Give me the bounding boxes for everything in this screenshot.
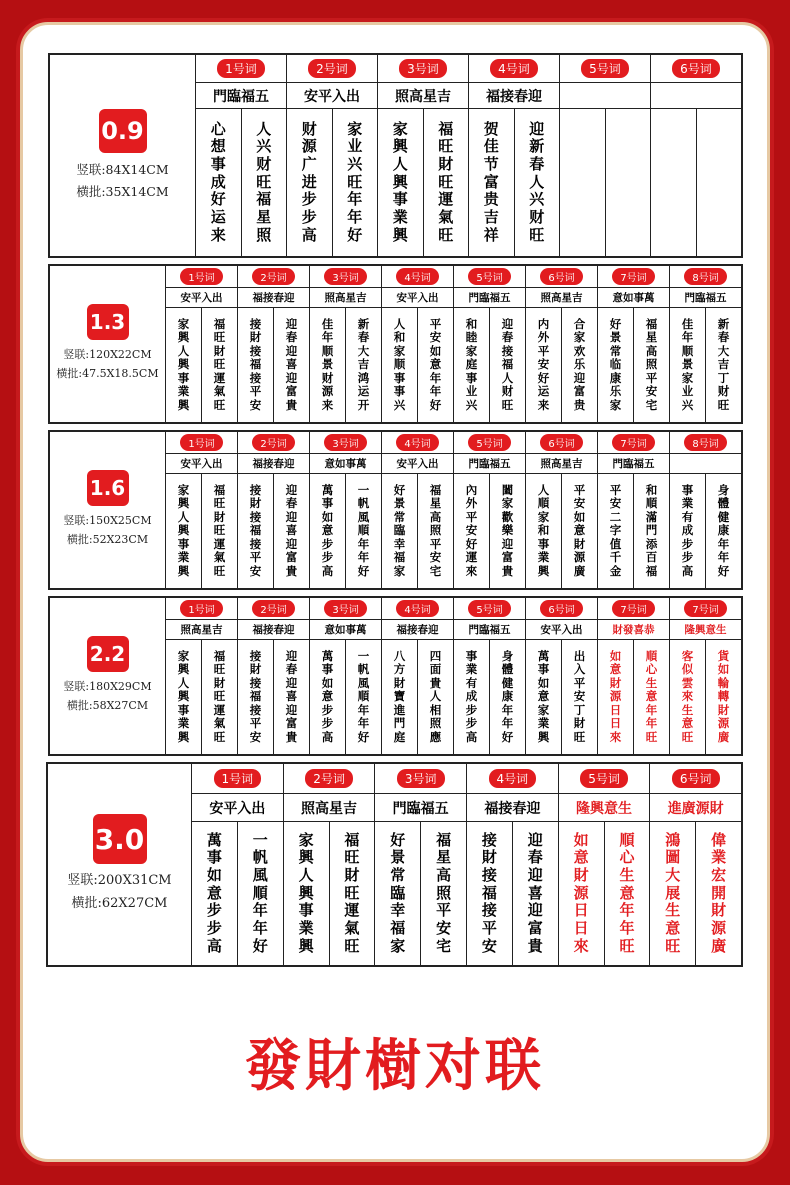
horizontal-scroll-text: 安平入出 [166, 454, 237, 474]
horizontal-size-text: 横批:35X14CM [76, 183, 169, 199]
left-couplet-line: 福 旺 財 旺 運 氣 旺 [329, 822, 375, 965]
couplet-group [468, 55, 559, 256]
couplet-lines [382, 474, 453, 588]
group-number-badge: 3号词 [399, 59, 447, 78]
group-number-badge: 5号词 [468, 434, 510, 451]
left-couplet-line: 合 家 欢 乐 迎 富 贵 [561, 308, 597, 422]
couplet-lines [454, 474, 525, 588]
couplet-group [309, 432, 381, 588]
couplet-lines [651, 109, 741, 256]
couplet-lines [310, 308, 381, 422]
right-couplet-line: 和 睦 家 庭 事 业 兴 [465, 316, 478, 412]
group-number-badge: 4号词 [396, 434, 438, 451]
left-couplet-line: 福 星 高 照 平 安 宅 [420, 822, 466, 965]
vertical-size-text: 竖联:180X29CM [63, 680, 152, 694]
couplet-group [381, 432, 453, 588]
horizontal-scroll-text: 安平入出 [382, 454, 453, 474]
left-couplet-line: 迎 新 春 人 兴 财 旺 [514, 109, 560, 256]
couplet-group [453, 598, 525, 754]
couplet-group [559, 55, 650, 256]
couplet-lines [310, 640, 381, 754]
group-label-row [598, 598, 669, 620]
right-couplet-line: 八 方 財 寶 進 門 庭 [393, 648, 406, 744]
group-label-row [526, 432, 597, 454]
couplet-group [649, 764, 741, 965]
group-label-row [192, 764, 283, 794]
couplet-lines [560, 109, 650, 256]
couplet-group [237, 266, 309, 422]
horizontal-scroll-text: 照高星吉 [284, 794, 375, 822]
horizontal-scroll-text: 意如事萬 [598, 288, 669, 308]
left-couplet-line: 貨 如 輪 轉 財 源 廣 [705, 640, 741, 754]
horizontal-scroll-text: 門臨福五 [598, 454, 669, 474]
group-number-badge: 2号词 [252, 268, 294, 285]
right-couplet-line: 好 景 常 臨 幸 福 家 [393, 482, 406, 578]
size-badge: 3.0 [93, 814, 147, 864]
group-number-badge: 2号词 [252, 600, 294, 617]
right-couplet-line: 如 意 財 源 日 日 來 [573, 830, 589, 955]
left-couplet-line: 福 旺 財 旺 運 氣 旺 [201, 640, 237, 754]
couplet-lines [192, 822, 283, 965]
right-couplet-line: 家 興 人 興 事 業 興 [177, 316, 190, 412]
size-badge: 1.6 [87, 470, 129, 506]
couplet-lines [166, 474, 237, 588]
size-info [48, 764, 192, 965]
couplet-group [650, 55, 741, 256]
left-couplet-line: 偉 業 宏 開 財 源 廣 [695, 822, 741, 965]
left-couplet-line: 一 帆 風 順 年 年 好 [237, 822, 283, 965]
group-label-row [469, 55, 559, 83]
group-label-row [238, 266, 309, 288]
left-couplet-line [605, 109, 651, 256]
horizontal-scroll-text: 照高星吉 [378, 83, 468, 109]
horizontal-scroll-text: 安平入出 [192, 794, 283, 822]
group-label-row [598, 266, 669, 288]
couplet-group [237, 598, 309, 754]
group-label-row [454, 432, 525, 454]
couplet-lines [284, 822, 375, 965]
group-label-row [559, 764, 650, 794]
group-number-badge: 6号词 [540, 600, 582, 617]
group-label-row [526, 266, 597, 288]
horizontal-scroll-text: 門臨福五 [375, 794, 466, 822]
horizontal-scroll-text: 門臨福五 [670, 288, 741, 308]
couplet-group [286, 55, 377, 256]
left-couplet-line: 平 安 如 意 財 源 廣 [561, 474, 597, 588]
vertical-size-text: 竖联:84X14CM [76, 162, 169, 178]
horizontal-scroll-text: 意如事萬 [310, 454, 381, 474]
group-number-badge: 4号词 [489, 769, 537, 788]
group-number-badge: 3号词 [324, 268, 366, 285]
right-couplet-line: 家 興 人 興 事 業 興 [177, 648, 190, 744]
couplet-lines [598, 640, 669, 754]
right-couplet-line: 心 想 事 成 好 运 来 [210, 119, 226, 244]
right-couplet-line: 萬 事 如 意 步 步 高 [206, 830, 222, 955]
couplet-lines [166, 308, 237, 422]
group-label-row [166, 598, 237, 620]
couplet-grid [196, 55, 741, 256]
group-label-row [454, 598, 525, 620]
couplet-lines [454, 308, 525, 422]
group-number-badge: 7号词 [612, 434, 654, 451]
size-badge: 0.9 [99, 109, 147, 153]
couplet-group [166, 432, 237, 588]
horizontal-scroll-text: 福接春迎 [238, 288, 309, 308]
right-couplet-line: 佳 年 顺 景 财 源 来 [321, 316, 334, 412]
page-title: 發財樹对联 [245, 1033, 545, 1099]
vertical-size-text: 竖联:120X22CM [63, 348, 152, 362]
right-couplet-line: 接 財 接 福 接 平 安 [249, 482, 262, 578]
horizontal-scroll-text: 安平入出 [166, 288, 237, 308]
group-label-row [670, 598, 741, 620]
right-couplet-line: 佳 年 顺 景 家 业 兴 [681, 316, 694, 412]
right-couplet-line: 财 源 广 进 步 步 高 [301, 119, 317, 244]
right-couplet-line [651, 109, 696, 256]
right-couplet-line: 事 業 有 成 步 步 高 [681, 482, 694, 578]
right-couplet-line: 鴻 圖 大 展 生 意 旺 [665, 830, 681, 955]
right-couplet-line: 人 和 家 顺 事 事 兴 [393, 316, 406, 412]
left-couplet-line [696, 109, 742, 256]
group-label-row [467, 764, 558, 794]
size-info [50, 55, 196, 256]
horizontal-scroll-text [670, 454, 741, 474]
couplet-lines [526, 640, 597, 754]
horizontal-scroll-text: 照高星吉 [166, 620, 237, 640]
group-label-row [310, 432, 381, 454]
horizontal-scroll-text: 照高星吉 [526, 454, 597, 474]
left-couplet-line: 新 春 大 吉 丁 财 旺 [705, 308, 741, 422]
couplet-lines [598, 474, 669, 588]
group-label-row [650, 764, 741, 794]
couplet-grid [166, 432, 741, 588]
group-number-badge: 1号词 [180, 600, 222, 617]
right-couplet-line: 事 業 有 成 步 步 高 [465, 648, 478, 744]
group-number-badge: 5号词 [468, 268, 510, 285]
left-couplet-line: 人 兴 财 旺 福 星 照 [241, 109, 287, 256]
couplet-group [377, 55, 468, 256]
group-label-row [382, 432, 453, 454]
left-couplet-line: 福 星 高 照 平 安 宅 [417, 474, 453, 588]
size-block-4 [46, 762, 743, 967]
couplet-lines [238, 474, 309, 588]
couplet-group [453, 432, 525, 588]
group-number-badge: 6号词 [672, 59, 720, 78]
couplet-group [309, 598, 381, 754]
group-number-badge: 3号词 [324, 434, 366, 451]
left-couplet-line: 家 业 兴 旺 年 年 好 [332, 109, 378, 256]
couplet-group [237, 432, 309, 588]
horizontal-size-text: 横批:62X27CM [71, 895, 168, 911]
size-info [50, 432, 166, 588]
group-label-row [382, 266, 453, 288]
right-couplet-line: 萬 事 如 意 步 步 高 [321, 648, 334, 744]
couplet-group [381, 266, 453, 422]
left-couplet-line: 迎 春 迎 喜 迎 富 貴 [512, 822, 558, 965]
size-badge: 2.2 [87, 636, 129, 672]
group-label-row [310, 598, 381, 620]
horizontal-scroll-text: 福接春迎 [238, 454, 309, 474]
group-number-badge: 5号词 [468, 600, 510, 617]
couplet-lines [382, 308, 453, 422]
group-number-badge: 8号词 [684, 268, 726, 285]
couplet-grid [166, 598, 741, 754]
group-label-row [526, 598, 597, 620]
group-number-badge: 8号词 [684, 434, 726, 451]
group-label-row [670, 432, 741, 454]
group-label-row [238, 432, 309, 454]
couplet-grid [166, 266, 741, 422]
right-couplet-line: 家 興 人 興 事 業 興 [177, 482, 190, 578]
group-label-row [651, 55, 741, 83]
left-couplet-line: 迎 春 迎 喜 迎 富 貴 [273, 640, 309, 754]
horizontal-scroll-text: 福接春迎 [382, 620, 453, 640]
horizontal-scroll-text: 門臨福五 [454, 288, 525, 308]
left-couplet-line: 順 心 生 意 年 年 旺 [604, 822, 650, 965]
couplet-lines [559, 822, 650, 965]
couplet-group [192, 764, 283, 965]
right-couplet-line: 好 景 常 临 康 乐 家 [609, 316, 622, 412]
left-couplet-line: 一 帆 風 順 年 年 好 [345, 640, 381, 754]
group-label-row [375, 764, 466, 794]
couplet-lines [378, 109, 468, 256]
group-label-row [238, 598, 309, 620]
right-couplet-line: 平 安 二 字 值 千 金 [609, 482, 622, 578]
group-number-badge: 1号词 [180, 434, 222, 451]
right-couplet-line: 好 景 常 臨 幸 福 家 [390, 830, 406, 955]
right-couplet-line [560, 109, 605, 256]
couplet-lines [670, 308, 741, 422]
couplet-group [597, 432, 669, 588]
group-number-badge: 2号词 [252, 434, 294, 451]
vertical-size-text: 竖联:150X25CM [63, 514, 152, 528]
couplet-lines [650, 822, 741, 965]
couplet-group [597, 266, 669, 422]
right-couplet-line: 如 意 財 源 日 日 來 [609, 648, 622, 744]
couplet-lines [598, 308, 669, 422]
horizontal-scroll-text: 門臨福五 [196, 83, 286, 109]
couplet-group [453, 266, 525, 422]
left-couplet-line: 福 旺 財 旺 運 氣 旺 [201, 474, 237, 588]
horizontal-size-text: 横批:52X23CM [66, 533, 149, 546]
group-number-badge: 6号词 [540, 268, 582, 285]
couplet-lines [238, 308, 309, 422]
horizontal-scroll-text: 門臨福五 [454, 454, 525, 474]
group-label-row [166, 432, 237, 454]
couplet-lines [469, 109, 559, 256]
left-couplet-line: 平 安 如 意 年 年 好 [417, 308, 453, 422]
group-label-row [287, 55, 377, 83]
couplet-group [525, 432, 597, 588]
left-couplet-line: 福 旺 財 旺 運 氣 旺 [423, 109, 469, 256]
right-couplet-line: 接 財 接 福 接 平 安 [249, 648, 262, 744]
horizontal-size-text: 横批:58X27CM [66, 699, 149, 712]
group-label-row [670, 266, 741, 288]
horizontal-scroll-text: 門臨福五 [454, 620, 525, 640]
group-number-badge: 4号词 [490, 59, 538, 78]
left-couplet-line: 福 星 高 照 平 安 宅 [633, 308, 669, 422]
left-couplet-line: 新 春 大 吉 鸿 运 开 [345, 308, 381, 422]
size-block-1 [48, 264, 743, 424]
right-couplet-line: 家 興 人 興 事 業 興 [392, 119, 408, 244]
group-number-badge: 2号词 [305, 769, 353, 788]
horizontal-scroll-text: 福接春迎 [469, 83, 559, 109]
group-number-badge: 2号词 [308, 59, 356, 78]
left-couplet-line: 出 入 平 安 丁 財 旺 [561, 640, 597, 754]
right-couplet-line: 家 興 人 興 事 業 興 [298, 830, 314, 955]
horizontal-scroll-text: 照高星吉 [526, 288, 597, 308]
group-number-badge: 6号词 [672, 769, 720, 788]
left-couplet-line: 迎 春 迎 喜 迎 富 貴 [273, 308, 309, 422]
right-couplet-line: 接 財 接 福 接 平 安 [481, 830, 497, 955]
group-number-badge: 7号词 [612, 600, 654, 617]
couplet-group [669, 598, 741, 754]
left-couplet-line: 身 體 健 康 年 年 好 [489, 640, 525, 754]
right-couplet-line: 客 似 雲 來 生 意 旺 [681, 648, 694, 744]
size-block-2 [48, 430, 743, 590]
right-couplet-line: 萬 事 如 意 步 步 高 [321, 482, 334, 578]
couplet-group [525, 598, 597, 754]
group-number-badge: 1号词 [217, 59, 265, 78]
couplet-lines [454, 640, 525, 754]
left-couplet-line: 和 順 滿 門 添 百 福 [633, 474, 669, 588]
horizontal-scroll-text: 福接春迎 [238, 620, 309, 640]
couplet-grid [192, 764, 741, 965]
couplet-group [166, 266, 237, 422]
couplet-lines [526, 308, 597, 422]
left-couplet-line: 迎 春 迎 喜 迎 富 貴 [273, 474, 309, 588]
left-couplet-line: 四 面 貴 人 相 照 應 [417, 640, 453, 754]
size-info [50, 266, 166, 422]
horizontal-scroll-text: 安平入出 [526, 620, 597, 640]
group-label-row [454, 266, 525, 288]
group-label-row [196, 55, 286, 83]
group-number-badge: 4号词 [396, 600, 438, 617]
left-couplet-line: 迎 春 接 福 人 财 旺 [489, 308, 525, 422]
couplet-group [196, 55, 286, 256]
group-number-badge: 6号词 [540, 434, 582, 451]
right-couplet-line: 人 順 家 和 事 業 興 [537, 482, 550, 578]
right-couplet-line: 內 外 平 安 好 運 來 [465, 482, 478, 578]
couplet-group [597, 598, 669, 754]
couplet-lines [382, 640, 453, 754]
couplet-group [669, 266, 741, 422]
group-number-badge: 1号词 [180, 268, 222, 285]
group-label-row [378, 55, 468, 83]
horizontal-scroll-text: 財發喜恭 [598, 620, 669, 640]
horizontal-scroll-text: 安平入出 [382, 288, 453, 308]
couplet-lines [670, 474, 741, 588]
group-label-row [560, 55, 650, 83]
couplet-lines [670, 640, 741, 754]
right-couplet-line: 内 外 平 安 好 运 来 [537, 316, 550, 412]
couplet-group [166, 598, 237, 754]
couplet-group [669, 432, 741, 588]
couplet-lines [238, 640, 309, 754]
horizontal-scroll-text: 福接春迎 [467, 794, 558, 822]
group-number-badge: 7号词 [684, 600, 726, 617]
couplet-lines [196, 109, 286, 256]
group-label-row [284, 764, 375, 794]
couplet-lines [287, 109, 377, 256]
left-couplet-line: 闔 家 歡 樂 迎 富 貴 [489, 474, 525, 588]
vertical-size-text: 竖联:200X31CM [67, 873, 172, 889]
horizontal-scroll-text [560, 83, 650, 109]
left-couplet-line: 順 心 生 意 年 年 旺 [633, 640, 669, 754]
couplet-lines [166, 640, 237, 754]
couplet-lines [375, 822, 466, 965]
horizontal-scroll-text [651, 83, 741, 109]
right-couplet-line: 贺 佳 节 富 贵 吉 祥 [483, 119, 499, 244]
group-label-row [382, 598, 453, 620]
horizontal-scroll-text: 進廣源財 [650, 794, 741, 822]
size-block-3 [48, 596, 743, 756]
size-info [50, 598, 166, 754]
group-label-row [598, 432, 669, 454]
group-number-badge: 5号词 [580, 769, 628, 788]
horizontal-scroll-text: 意如事萬 [310, 620, 381, 640]
couplet-group [283, 764, 375, 965]
couplet-group [466, 764, 558, 965]
group-number-badge: 5号词 [581, 59, 629, 78]
group-number-badge: 3号词 [324, 600, 366, 617]
group-number-badge: 3号词 [397, 769, 445, 788]
left-couplet-line: 一 帆 風 順 年 年 好 [345, 474, 381, 588]
right-couplet-line: 萬 事 如 意 家 業 興 [537, 648, 550, 744]
couplet-lines [467, 822, 558, 965]
left-couplet-line: 身 體 健 康 年 年 好 [705, 474, 741, 588]
horizontal-size-text: 横批:47.5X18.5CM [56, 367, 159, 380]
horizontal-scroll-text: 安平入出 [287, 83, 377, 109]
couplet-group [374, 764, 466, 965]
horizontal-scroll-text: 隆興意生 [559, 794, 650, 822]
group-label-row [310, 266, 381, 288]
couplet-group [525, 266, 597, 422]
group-number-badge: 4号词 [396, 268, 438, 285]
group-number-badge: 7号词 [612, 268, 654, 285]
group-number-badge: 1号词 [214, 769, 262, 788]
horizontal-scroll-text: 隆興意生 [670, 620, 741, 640]
size-badge: 1.3 [87, 304, 129, 340]
size-block-0 [48, 53, 743, 258]
couplet-group [558, 764, 650, 965]
right-couplet-line: 接 財 接 福 接 平 安 [249, 316, 262, 412]
couplet-lines [526, 474, 597, 588]
group-label-row [166, 266, 237, 288]
horizontal-scroll-text: 照高星吉 [310, 288, 381, 308]
left-couplet-line: 福 旺 財 旺 運 氣 旺 [201, 308, 237, 422]
couplet-lines [310, 474, 381, 588]
couplet-group [381, 598, 453, 754]
couplet-group [309, 266, 381, 422]
